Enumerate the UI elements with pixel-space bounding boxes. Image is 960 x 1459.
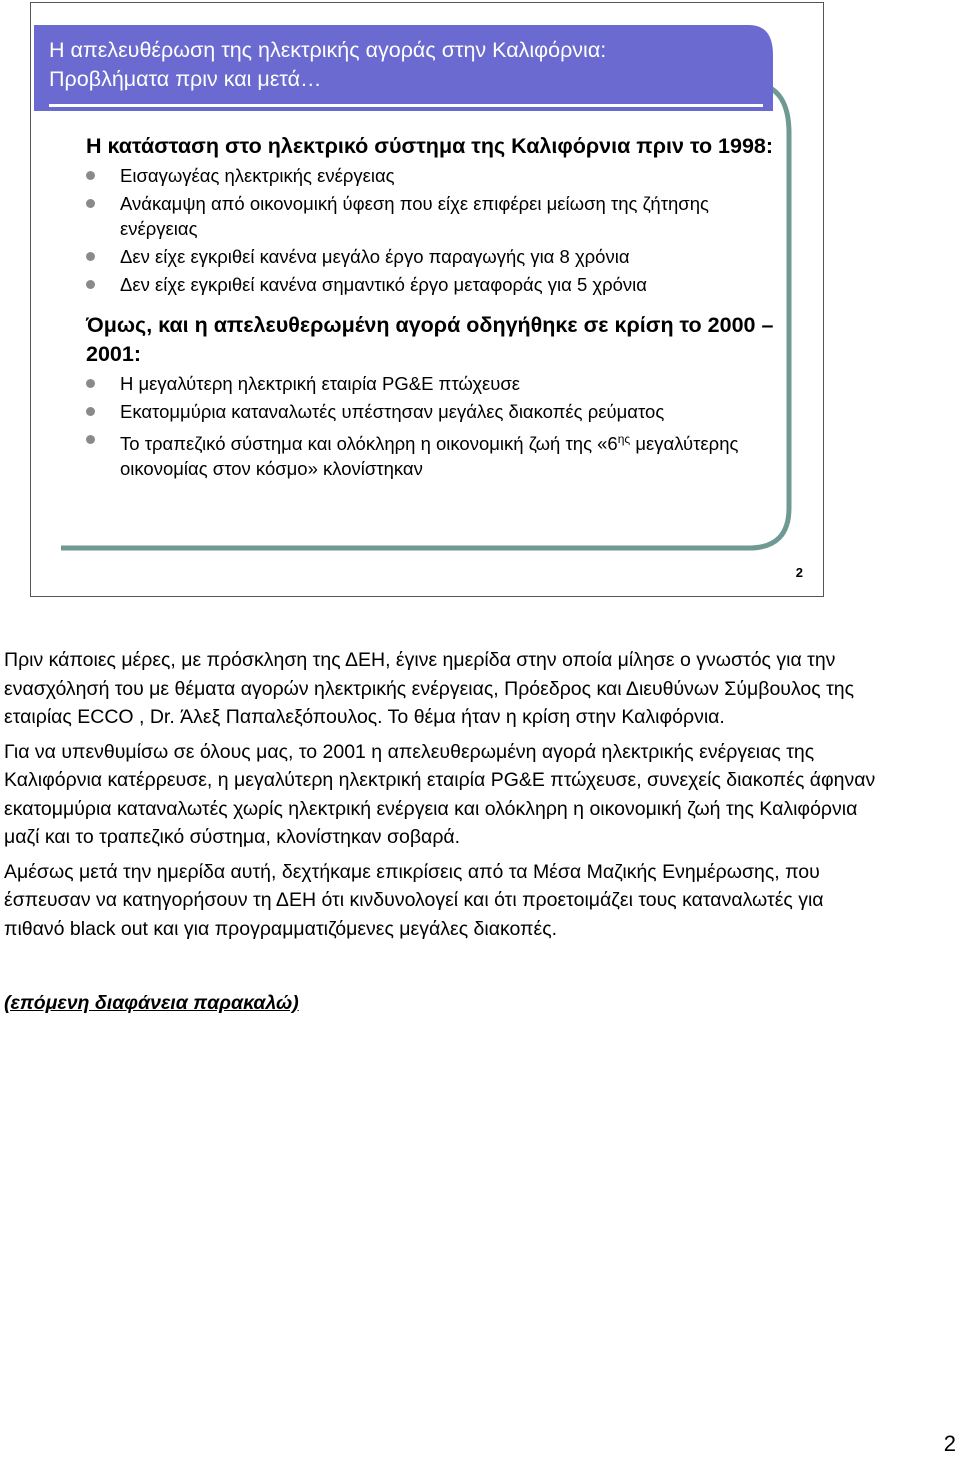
next-slide-cue: (επόμενη διαφάνεια παρακαλώ): [4, 992, 299, 1014]
bullet-item: Το τραπεζικό σύστημα και ολόκληρη η οικονομική ζωή της «$6^{\eta\varsigma}$ μεγαλύτερης οικονομίας στον κόσμο» κλονίστηκαν: [86, 427, 776, 481]
bullet-item: Ανάκαμψη από οικονομική ύφεση που είχε επιφέρει μείωση της ζήτησης ενέργειας: [86, 191, 776, 241]
bullet-item: Εκατομμύρια καταναλωτές υπέστησαν μεγάλες διακοπές ρεύματος: [86, 399, 776, 424]
section-heading-before-1998: Η κατάσταση στο ηλεκτρικό σύστημα της Καλιφόρνια πριν το 1998:: [86, 134, 774, 158]
slide-page-number: 2: [795, 565, 803, 580]
slide-content: [86, 132, 776, 484]
bullet-dot-icon: [86, 171, 95, 180]
bullet-dot-icon: [86, 199, 95, 208]
bullet-item: Εισαγωγέας ηλεκτρικής ενέργειας: [86, 163, 776, 188]
slide-title: [49, 36, 779, 94]
bullet-dot-icon: [86, 252, 95, 261]
notes-paragraph: Αμέσως μετά την ημερίδα αυτή, δεχτήκαμε επικρίσεις από τα Μέσα Μαζικής Ενημέρωσης, που έσπευσαν να κατηγορήσουν τη ΔΕΗ ότι κινδυνολογεί και ότι προετοιμάζει τους καταναλωτές για πιθανό black out και για προγραμματιζόμενες μεγάλες διακοπές.: [4, 860, 824, 940]
slide-thumbnail: [30, 2, 824, 597]
bullet-item: Δεν είχε εγκριθεί κανένα σημαντικό έργο μεταφοράς για 5 χρόνια: [86, 272, 776, 297]
section-heading-crisis: Όμως, και η απελευθερωμένη αγορά οδηγήθηκε σε κρίση το 2000 – 2001:: [86, 313, 774, 366]
notes-paragraph: Πριν κάποιες μέρες, με πρόσκληση της ΔΕΗ, έγινε ημερίδα στην οποία μίλησε ο γνωστός για την ενασχόλησή του με θέματα αγορών ηλεκτρικής ενέργειας, Πρόεδρος και Διευθύνων Σύμβουλος της εταιρίας ECCO , Dr. Άλεξ Παπαλεξόπουλος. Το θέμα ήταν η κρίση στην Καλιφόρνια.: [4, 649, 855, 728]
bullet-dot-icon: [86, 407, 95, 416]
slide-title-line-1: Η απελευθέρωση της ηλεκτρικής αγοράς στην Καλιφόρνια:: [49, 38, 607, 62]
ordinal-superscript: ης: [617, 432, 631, 446]
bullet-item: Η μεγαλύτερη ηλεκτρική εταιρία PG&E πτώχευσε: [86, 371, 776, 396]
bullet-dot-icon: [86, 379, 95, 388]
bullet-dot-icon: [86, 435, 95, 444]
slide-title-line-2: Προβλήματα πριν και μετά…: [49, 67, 322, 91]
speaker-notes: [4, 646, 884, 1024]
bullet-dot-icon: [86, 280, 95, 289]
notes-paragraph: Για να υπενθυμίσω σε όλους μας, το 2001 η απελευθερωμένη αγορά ηλεκτρικής ενέργειας της Καλιφόρνια κατέρρευσε, η μεγαλύτερη ηλεκτρική εταιρία PG&E πτώχευσε, συνεχείς διακοπές άφηναν εκατομμύρια καταναλωτές χωρίς ηλεκτρική ενέργεια και ολόκληρη η οικονομική ζωή της Καλιφόρνια μαζί και το τραπεζικό σύστημα, κλονίστηκαν σοβαρά.: [4, 740, 876, 848]
bullet-list-crisis: [86, 371, 776, 481]
title-underline: [49, 104, 763, 107]
page-corner-number: 2: [943, 1431, 956, 1456]
bullet-item: Δεν είχε εγκριθεί κανένα μεγάλο έργο παραγωγής για 8 χρόνια: [86, 244, 776, 269]
bullet-list-before-1998: [86, 163, 776, 297]
